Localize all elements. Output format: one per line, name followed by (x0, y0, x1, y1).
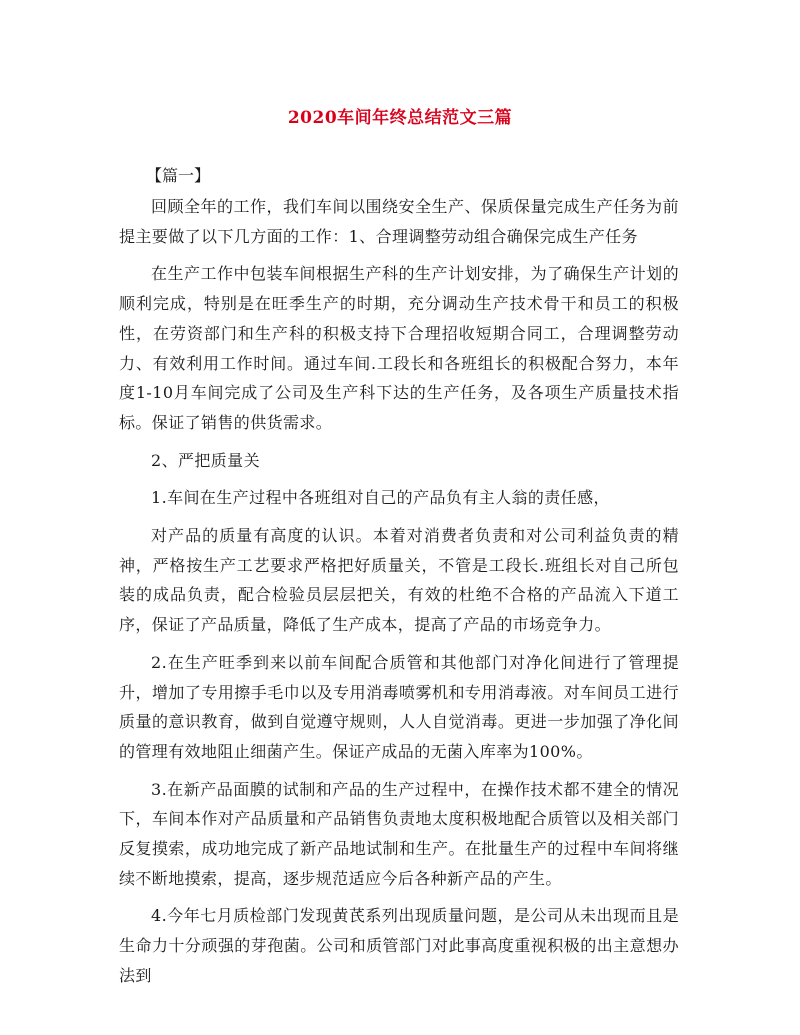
paragraph: 1.车间在生产过程中各班组对自己的产品负有主人翁的责任感， (151, 488, 610, 508)
paragraph: 3.在新产品面膜的试制和产品的生产过程中，在操作技术都不建全的情况下，车间本作对产品质量和产品销售负责地太度积极地配合质管以及相关部门反复摸索，成功地完成了新产品地试制和生产。在批量生产的过程中车间将继续不断地摸索，提高，逐步规范适应今后各种新产品的产生。 (119, 779, 679, 888)
paragraph: 2.在生产旺季到来以前车间配合质管和其他部门对净化间进行了管理提升，增加了专用擦手毛巾以及专用消毒喷雾机和专用消毒液。对车间员工进行质量的意识教育，做到自觉遵守规则，人人自觉消毒。更进一步加强了净化间的管理有效地阻止细菌产生。保证产成品的无菌入库率为100%。 (119, 652, 679, 761)
document-title: 2020车间年终总结范文三篇 (287, 108, 513, 128)
document-body (119, 192, 679, 999)
paragraph: 对产品的质量有高度的认识。本着对消费者负责和对公司利益负责的精神，严格按生产工艺要求严格把好质量关，不管是工段长.班组长对自己所包装的成品负责，配合检验员层层把关，有效的杜绝不合格的产品流入下道工序，保证了产品质量，降低了生产成本，提高了产品的市场竞争力。 (119, 526, 679, 635)
paragraph: 2、严把质量关 (151, 450, 260, 470)
paragraph: 4.今年七月质检部门发现黄芪系列出现质量问题，是公司从未出现而且是生命力十分顽强的芽孢菌。公司和质管部门对此事高度重视积极的出主意想办法到 (119, 906, 679, 985)
paragraph: 在生产工作中包装车间根据生产科的生产计划安排，为了确保生产计划的顺利完成，特别是在旺季生产的时期，充分调动生产技术骨干和员工的积极性，在劳资部门和生产科的积极支持下合理招收短期合同工，合理调整劳动力、有效利用工作时间。通过车间.工段长和各班组长的积极配合努力，本年度1-10月车间完成了公司及生产科下达的生产任务，及各项生产质量技术指标。保证了销售的供货需求。 (119, 264, 679, 432)
section-heading: 【篇一】 (146, 166, 211, 185)
paragraph: 回顾全年的工作，我们车间以围绕安全生产、保质保量完成生产任务为前提主要做了以下几方面的工作：1、合理调整劳动组合确保完成生产任务 (119, 197, 679, 246)
